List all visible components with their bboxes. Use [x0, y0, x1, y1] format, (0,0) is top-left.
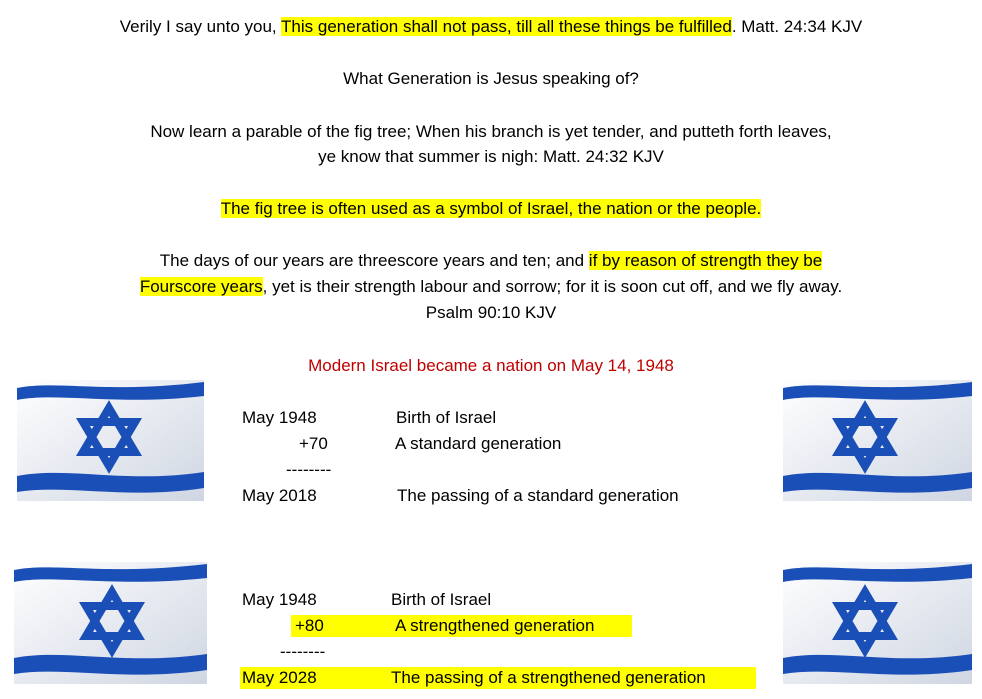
- calc1-row1-label: Birth of Israel: [396, 408, 497, 427]
- calc1-divider: --------: [286, 460, 332, 479]
- fig-tree-note: The fig tree is often used as a symbol of Israel, the nation or the people.: [220, 199, 762, 218]
- calc1-row1-date: May 1948: [242, 408, 317, 427]
- verse-highlight: This generation shall not pass, till all these things be fulfilled: [281, 17, 732, 36]
- calc2-row1-label: Birth of Israel: [391, 590, 492, 609]
- israel-flag-icon: [17, 380, 204, 501]
- calc2-row2-value: +80: [295, 616, 324, 635]
- parable-line-2: ye know that summer is nigh: Matt. 24:32 KJV: [318, 147, 664, 166]
- calc1-row2-label: A standard generation: [395, 434, 562, 453]
- psalm-line-2: Fourscore years, yet is their strength labour and sorrow; for it is soon cut off, and we fly away.: [139, 277, 843, 296]
- psalm-line-1: The days of our years are threescore years and ten; and if by reason of strength they be: [159, 251, 823, 270]
- calc1-row3-date: May 2018: [242, 486, 317, 505]
- verse-matt-24-34: Verily I say unto you, This generation shall not pass, till all these things be fulfilled. Matt. 24:34 KJV: [119, 17, 863, 36]
- parable-line-1: Now learn a parable of the fig tree; When his branch is yet tender, and putteth forth leaves,: [150, 122, 832, 141]
- israel-flag-icon: [14, 562, 207, 684]
- calc2-row2-label: A strengthened generation: [395, 616, 595, 635]
- israel-nation-heading: Modern Israel became a nation on May 14, 1948: [308, 356, 674, 375]
- calc2-row2-highlight: [291, 615, 632, 637]
- calc1-row3-label: The passing of a standard generation: [397, 486, 679, 505]
- calc2-divider: --------: [280, 642, 326, 661]
- question-heading: What Generation is Jesus speaking of?: [343, 69, 639, 88]
- calc2-row1-date: May 1948: [242, 590, 317, 609]
- psalm-reference: Psalm 90:10 KJV: [425, 303, 557, 322]
- israel-flag-icon: [783, 562, 972, 684]
- calc1-row2-value: +70: [299, 434, 328, 453]
- calc2-row3-label: The passing of a strengthened generation: [391, 668, 706, 687]
- calc2-row3-highlight: [240, 667, 756, 689]
- calc2-row3-date: May 2028: [242, 668, 317, 687]
- israel-flag-icon: [783, 380, 972, 501]
